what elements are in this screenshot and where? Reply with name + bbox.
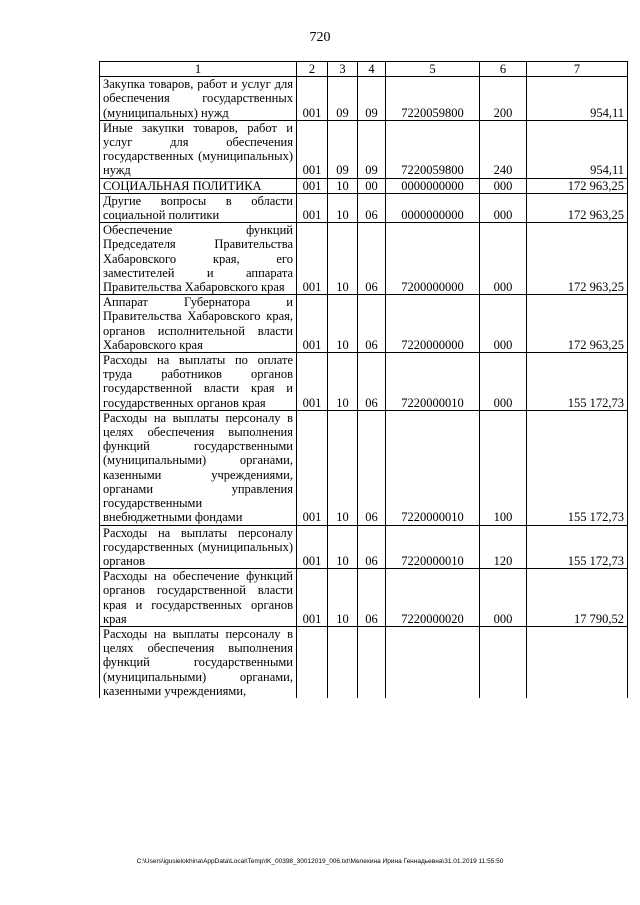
target-article-cell: 7220000010 xyxy=(386,525,480,569)
row-name-cell: Расходы на выплаты по оплате труда работников органов государственной власти края и государственных органов края xyxy=(100,353,297,411)
section-code-cell: 10 xyxy=(328,178,358,193)
subsection-code-cell: 06 xyxy=(358,193,386,222)
ministry-code-cell: 001 xyxy=(297,77,328,121)
target-article-cell: 0000000000 xyxy=(386,193,480,222)
row-name-cell: Закупка товаров, работ и услуг для обеспечения государственных (муниципальных) нужд xyxy=(100,77,297,121)
expense-type-cell: 000 xyxy=(480,295,527,353)
row-name-cell: Расходы на выплаты персоналу государственных (муниципальных) органов xyxy=(100,525,297,569)
column-header: 7 xyxy=(527,62,628,77)
target-article-cell: 7220000000 xyxy=(386,295,480,353)
table-row xyxy=(100,410,628,525)
subsection-code-cell: 09 xyxy=(358,120,386,178)
row-name-cell: СОЦИАЛЬНАЯ ПОЛИТИКА xyxy=(100,178,297,193)
subsection-code-cell: 06 xyxy=(358,295,386,353)
amount-cell: 155 172,73 xyxy=(527,353,628,411)
section-code-cell: 09 xyxy=(328,120,358,178)
subsection-code-cell: 06 xyxy=(358,410,386,525)
target-article-cell: 7220000010 xyxy=(386,410,480,525)
table-row xyxy=(100,626,628,698)
column-header: 2 xyxy=(297,62,328,77)
amount-cell: 954,11 xyxy=(527,77,628,121)
row-name-cell: Аппарат Губернатора и Правительства Хабаровского края, органов исполнительной власти Хабаровского края xyxy=(100,295,297,353)
column-header: 4 xyxy=(358,62,386,77)
ministry-code-cell: 001 xyxy=(297,295,328,353)
row-name-cell: Расходы на выплаты персоналу в целях обеспечения выполнения функций государственными (муниципальными) органами, казенными учреждениями, xyxy=(100,626,297,698)
row-name-cell: Другие вопросы в области социальной политики xyxy=(100,193,297,222)
amount-cell: 172 963,25 xyxy=(527,178,628,193)
ministry-code-cell: 001 xyxy=(297,178,328,193)
row-name-cell: Расходы на выплаты персоналу в целях обеспечения выполнения функций государственными (муниципальными) органами, казенными учреждениями, органами управления государственными внебюджетными фондами xyxy=(100,410,297,525)
section-code-cell: 10 xyxy=(328,525,358,569)
section-code-cell: 10 xyxy=(328,569,358,627)
table-row xyxy=(100,77,628,121)
section-code-cell: 10 xyxy=(328,295,358,353)
target-article-cell xyxy=(386,626,480,698)
amount-cell: 954,11 xyxy=(527,120,628,178)
section-code-cell: 10 xyxy=(328,193,358,222)
expense-type-cell: 000 xyxy=(480,178,527,193)
target-article-cell: 0000000000 xyxy=(386,178,480,193)
subsection-code-cell xyxy=(358,626,386,698)
target-article-cell: 7220000020 xyxy=(386,569,480,627)
table-row xyxy=(100,569,628,627)
ministry-code-cell: 001 xyxy=(297,120,328,178)
amount-cell: 172 963,25 xyxy=(527,295,628,353)
row-name-cell: Иные закупки товаров, работ и услуг для обеспечения государственных (муниципальных) нужд xyxy=(100,120,297,178)
ministry-code-cell: 001 xyxy=(297,353,328,411)
target-article-cell: 7200000000 xyxy=(386,223,480,295)
subsection-code-cell: 06 xyxy=(358,353,386,411)
table-row xyxy=(100,193,628,222)
amount-cell: 155 172,73 xyxy=(527,410,628,525)
section-code-cell xyxy=(328,626,358,698)
target-article-cell: 7220059800 xyxy=(386,120,480,178)
budget-table xyxy=(99,61,628,698)
amount-cell: 172 963,25 xyxy=(527,223,628,295)
ministry-code-cell: 001 xyxy=(297,193,328,222)
expense-type-cell: 000 xyxy=(480,569,527,627)
column-header: 6 xyxy=(480,62,527,77)
ministry-code-cell xyxy=(297,626,328,698)
amount-cell: 172 963,25 xyxy=(527,193,628,222)
expense-type-cell: 120 xyxy=(480,525,527,569)
amount-cell xyxy=(527,626,628,698)
expense-type-cell: 000 xyxy=(480,353,527,411)
section-code-cell: 09 xyxy=(328,77,358,121)
ministry-code-cell: 001 xyxy=(297,569,328,627)
table-row xyxy=(100,120,628,178)
expense-type-cell: 240 xyxy=(480,120,527,178)
subsection-code-cell: 00 xyxy=(358,178,386,193)
section-code-cell: 10 xyxy=(328,353,358,411)
subsection-code-cell: 09 xyxy=(358,77,386,121)
table-row xyxy=(100,525,628,569)
expense-type-cell: 000 xyxy=(480,193,527,222)
subsection-code-cell: 06 xyxy=(358,223,386,295)
expense-type-cell: 000 xyxy=(480,223,527,295)
row-name-cell: Обеспечение функций Председателя Правительства Хабаровского края, его заместителей и аппарата Правительства Хабаровского края xyxy=(100,223,297,295)
ministry-code-cell: 001 xyxy=(297,410,328,525)
page-number: 720 xyxy=(309,30,331,45)
target-article-cell: 7220059800 xyxy=(386,77,480,121)
section-code-cell: 10 xyxy=(328,223,358,295)
table-row xyxy=(100,178,628,193)
expense-type-cell xyxy=(480,626,527,698)
expense-type-cell: 200 xyxy=(480,77,527,121)
column-header: 3 xyxy=(328,62,358,77)
section-code-cell: 10 xyxy=(328,410,358,525)
table-row xyxy=(100,295,628,353)
column-header: 1 xyxy=(100,62,297,77)
amount-cell: 17 790,52 xyxy=(527,569,628,627)
amount-cell: 155 172,73 xyxy=(527,525,628,569)
table-row xyxy=(100,223,628,295)
column-header: 5 xyxy=(386,62,480,77)
subsection-code-cell: 06 xyxy=(358,525,386,569)
ministry-code-cell: 001 xyxy=(297,223,328,295)
ministry-code-cell: 001 xyxy=(297,525,328,569)
file-path-footer: C:\Users\igusielokhina\AppData\Local\Temp\IK_00398_30012019_006.txt\Мелехина Ирина Геннадьевна\31.01.2019 11:55:50 xyxy=(136,858,504,865)
table-header-row xyxy=(100,62,628,77)
expense-type-cell: 100 xyxy=(480,410,527,525)
table-row xyxy=(100,353,628,411)
target-article-cell: 7220000010 xyxy=(386,353,480,411)
row-name-cell: Расходы на обеспечение функций органов государственной власти края и государственных органов края xyxy=(100,569,297,627)
subsection-code-cell: 06 xyxy=(358,569,386,627)
